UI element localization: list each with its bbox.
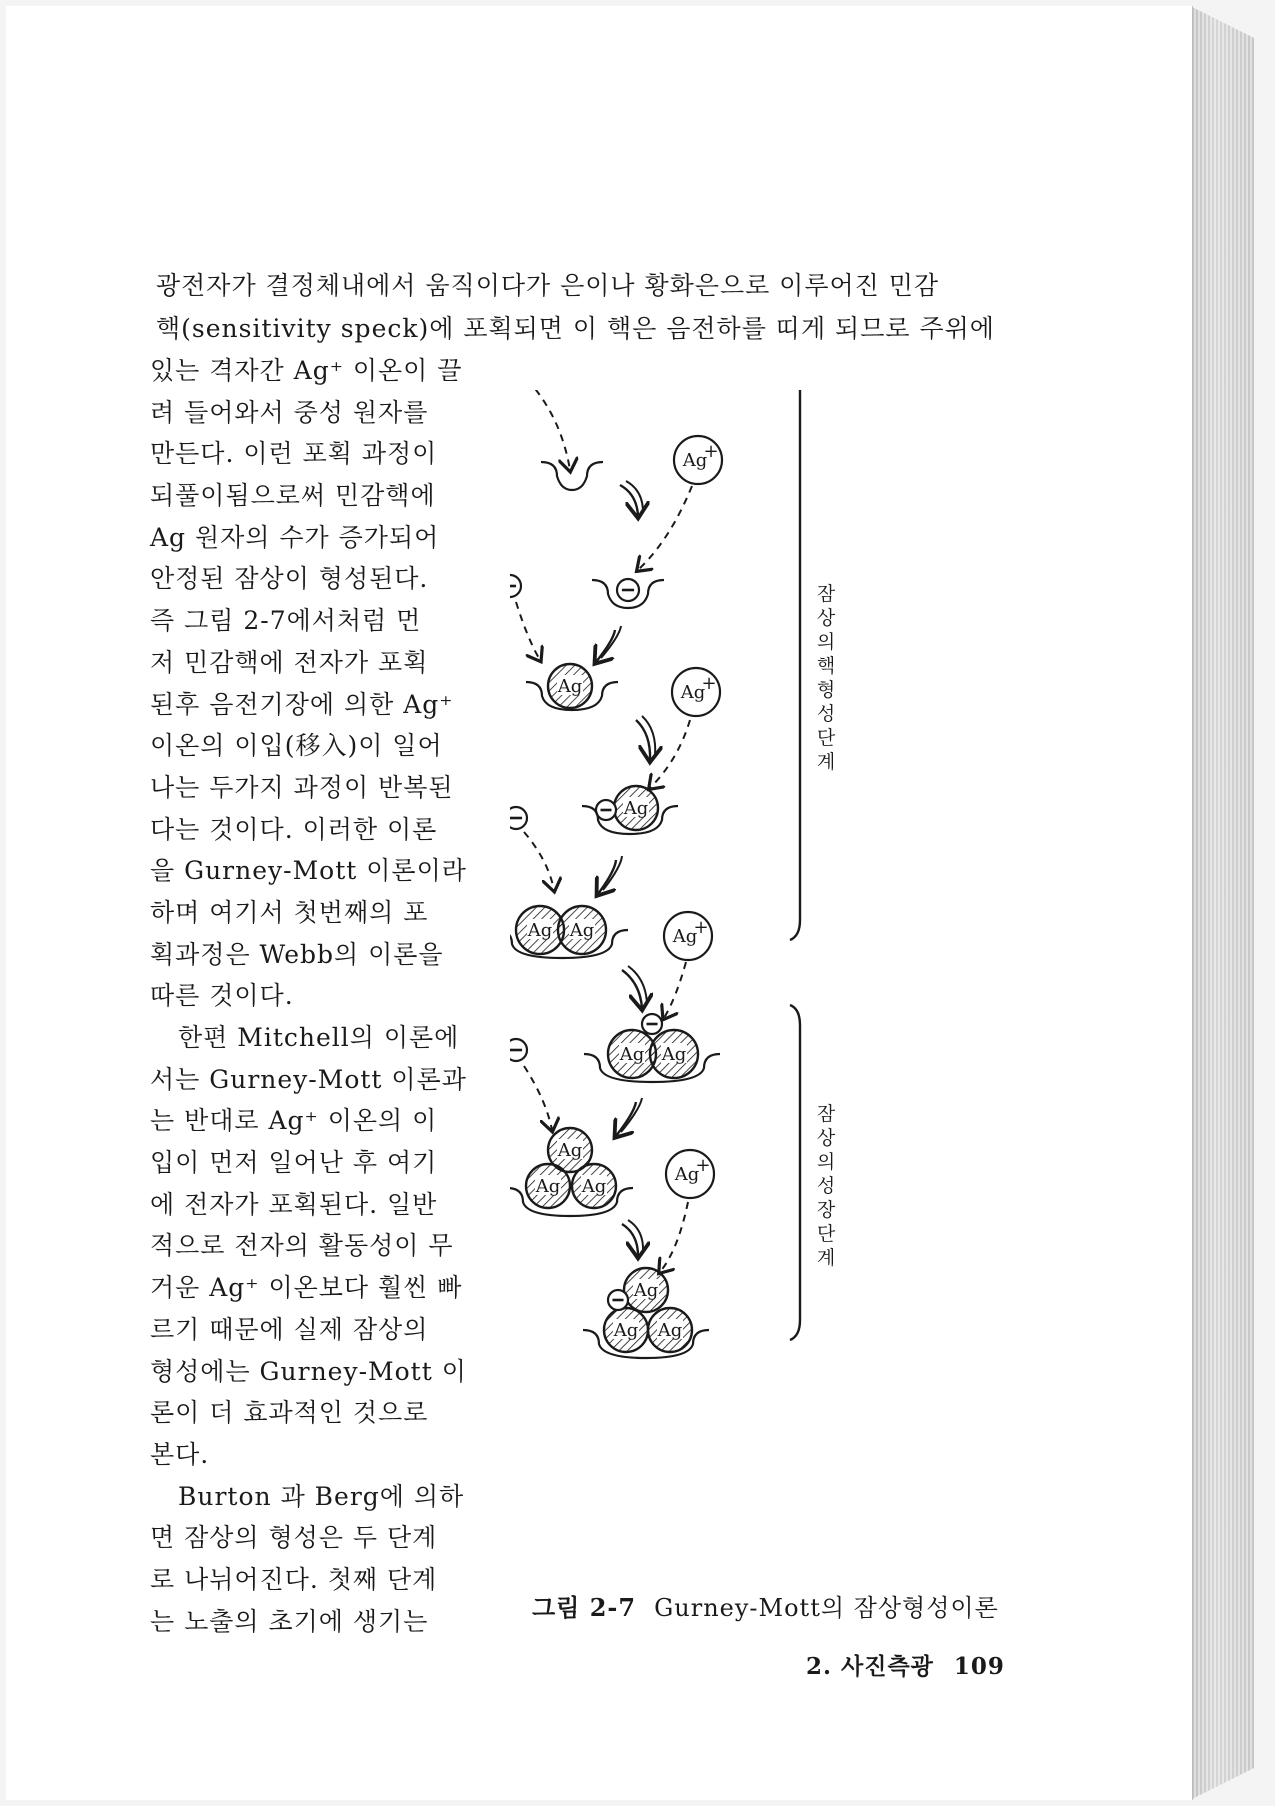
text-line: 르기 때문에 실제 잠상의 — [150, 1314, 429, 1344]
page-stack-edge — [1190, 6, 1254, 1800]
text-line: 는 노출의 초기에 생기는 — [150, 1606, 429, 1636]
atom-label: Ag — [535, 1176, 561, 1197]
ion-charge: + — [695, 1155, 711, 1176]
stage-label-nucleus-char: 의 — [816, 631, 836, 653]
ion-charge: + — [703, 441, 719, 462]
atom-label: Ag — [569, 920, 595, 941]
ion-charge: + — [701, 673, 717, 694]
stage-label-growth-char: 계 — [816, 1247, 836, 1269]
stage-label-nucleus — [817, 583, 836, 773]
page-edge-lines — [1190, 6, 1254, 1800]
intro-line-1: 광전자가 결정체내에서 움직이다가 은이나 황화은으로 이루어진 민감 — [156, 271, 940, 300]
stage-label-nucleus-char: 핵 — [816, 655, 836, 677]
stage-label-nucleus-char: 성 — [816, 703, 836, 725]
atom-label: Ag — [657, 1320, 683, 1341]
silver-atom-icon — [648, 1308, 692, 1352]
silver-atom-icon — [624, 1268, 668, 1312]
text-line: 된후 음전기장에 의한 Ag⁺ — [150, 689, 454, 719]
text-line: 면 잠상의 형성은 두 단계 — [150, 1523, 438, 1553]
stage-label-growth-char: 성 — [816, 1175, 836, 1197]
diagram-static — [510, 390, 836, 1358]
text-line: 론이 더 효과적인 것으로 — [150, 1398, 429, 1428]
atom-label: Ag — [527, 920, 553, 941]
text-line: 본다. — [150, 1439, 210, 1469]
atom-label: Ag — [557, 676, 583, 697]
electron-icon — [617, 579, 639, 601]
text-line: 다는 것이다. 이러한 이론 — [150, 814, 438, 844]
transition-arrow-double — [626, 481, 643, 512]
silver-atom-icon — [614, 786, 658, 830]
text-line: 형성에는 Gurney-Mott 이 — [150, 1356, 467, 1386]
silver-atom-icon — [516, 906, 564, 954]
text-line: 되풀이됨으로써 민감핵에 — [150, 481, 436, 511]
atom-label: Ag — [619, 1044, 645, 1065]
silver-atom-icon — [604, 1308, 648, 1352]
electron-icon — [510, 807, 527, 829]
ion-label: Ag — [682, 450, 708, 471]
text-line: 있는 격자간 Ag⁺ 이온이 끌 — [150, 356, 463, 385]
transition-arrow — [636, 720, 650, 760]
atom-label: Ag — [623, 798, 649, 819]
silver-ion-icon — [672, 668, 720, 716]
silver-atom-icon — [650, 1030, 698, 1078]
intro-line-2: 핵(sensitivity speck)에 포획되면 이 핵은 음전하를 띠게 되므로 주위에 — [156, 314, 995, 343]
stage-bracket — [790, 390, 800, 940]
silver-atom-icon — [526, 1164, 570, 1208]
atom-label: Ag — [581, 1176, 607, 1197]
text-line: 안정된 잠상이 형성된다. — [150, 564, 429, 594]
stage-label-growth — [817, 1103, 836, 1269]
text-line: 에 전자가 포획된다. 일반 — [150, 1189, 438, 1219]
text-line: 거운 Ag⁺ 이온보다 훨씬 빠 — [150, 1273, 463, 1303]
text-line: Burton 과 Berg에 의하 — [178, 1481, 465, 1511]
stage-label-nucleus-char: 상 — [816, 607, 836, 629]
transition-arrow — [616, 1102, 636, 1136]
body-text-column — [150, 350, 470, 1642]
electron-icon — [510, 575, 521, 597]
electron-path-arrow — [638, 486, 692, 570]
ion-label: Ag — [672, 926, 698, 947]
silver-ion-icon — [674, 436, 722, 484]
electron-path-arrow — [524, 832, 554, 890]
text-line: 이온의 이입(移入)이 일어 — [150, 731, 443, 761]
text-line: 획과정은 Webb의 이론을 — [150, 939, 444, 969]
figure-caption — [532, 1588, 1002, 1623]
electron-icon — [596, 800, 616, 820]
text-line: 적으로 전자의 활동성이 무 — [150, 1231, 454, 1261]
text-line: 입이 먼저 일어난 후 여기 — [150, 1148, 438, 1178]
stage-label-nucleus-char: 계 — [816, 751, 836, 773]
text-line: Ag 원자의 수가 증가되어 — [150, 522, 440, 552]
silver-atom-icon — [572, 1164, 616, 1208]
figure-gurney-mott — [510, 390, 1000, 1590]
stage-label-growth-char: 장 — [816, 1199, 836, 1221]
stage-label-nucleus-char: 형 — [816, 679, 836, 701]
text-line: 따른 것이다. — [150, 981, 294, 1011]
text-line: 만든다. 이런 포획 과정이 — [150, 439, 438, 469]
stage-bracket — [790, 1005, 800, 1340]
silver-ion-icon — [664, 912, 712, 960]
electron-path-arrow — [660, 1202, 688, 1272]
stage-label-nucleus-char: 단 — [816, 727, 836, 749]
transition-arrow — [596, 630, 615, 662]
caption-number: 그림 2-7 — [532, 1593, 637, 1622]
text-line: 려 들어와서 중성 원자를 — [150, 397, 429, 427]
atom-label: Ag — [633, 1280, 659, 1301]
ion-charge: + — [693, 917, 709, 938]
atom-label: Ag — [613, 1320, 639, 1341]
atom-label: Ag — [557, 1140, 583, 1161]
text-line: 저 민감핵에 전자가 포획 — [150, 647, 429, 677]
stage-label-nucleus-char: 잠 — [816, 583, 836, 605]
page-number: 109 — [953, 1653, 1005, 1680]
text-line: 하며 여기서 첫번째의 포 — [150, 897, 429, 927]
silver-atom-icon — [608, 1030, 656, 1078]
silver-atom-icon — [558, 906, 606, 954]
text-line: 한편 Mitchell의 이론에 — [178, 1023, 460, 1052]
transition-arrow — [622, 1224, 638, 1256]
transition-arrow-double — [628, 966, 647, 1004]
text-line: 로 나뉘어진다. 첫째 단계 — [150, 1564, 438, 1594]
electron-icon — [642, 1014, 662, 1034]
electron-path-arrow — [524, 1066, 552, 1130]
ion-label: Ag — [680, 682, 706, 703]
electron-icon — [510, 1039, 527, 1061]
text-line: 는 반대로 Ag⁺ 이온의 이 — [150, 1106, 438, 1136]
silver-ion-icon — [666, 1150, 714, 1198]
transition-arrow-double — [628, 1220, 643, 1252]
electron-path-arrow — [518, 390, 570, 470]
stage-label-growth-char: 잠 — [816, 1103, 836, 1125]
text-line: 즉 그림 2-7에서처럼 먼 — [150, 606, 422, 636]
section-title: 2. 사진측광 — [806, 1653, 934, 1680]
sensitivity-speck-icon — [541, 462, 603, 490]
stage-label-growth-char: 의 — [816, 1151, 836, 1173]
atom-label: Ag — [661, 1044, 687, 1065]
stage-label-growth-char: 단 — [816, 1223, 836, 1245]
page-footer — [806, 1648, 1005, 1681]
electron-path-arrow — [664, 962, 686, 1018]
electron-path-arrow — [516, 602, 540, 660]
electron-icon — [608, 1290, 628, 1310]
text-line: 을 Gurney-Mott 이론이라 — [150, 856, 467, 886]
caption-text: Gurney-Mott의 잠상형성이론 — [654, 1594, 999, 1622]
text-line: 서는 Gurney-Mott 이론과 — [150, 1064, 467, 1094]
ion-label: Ag — [674, 1164, 700, 1185]
text-line: 나는 두가지 과정이 반복된 — [150, 772, 454, 802]
silver-atom-icon — [548, 664, 592, 708]
stage-label-growth-char: 상 — [816, 1127, 836, 1149]
intro-paragraph — [156, 264, 1002, 350]
latent-image-diagram — [510, 390, 1000, 1590]
